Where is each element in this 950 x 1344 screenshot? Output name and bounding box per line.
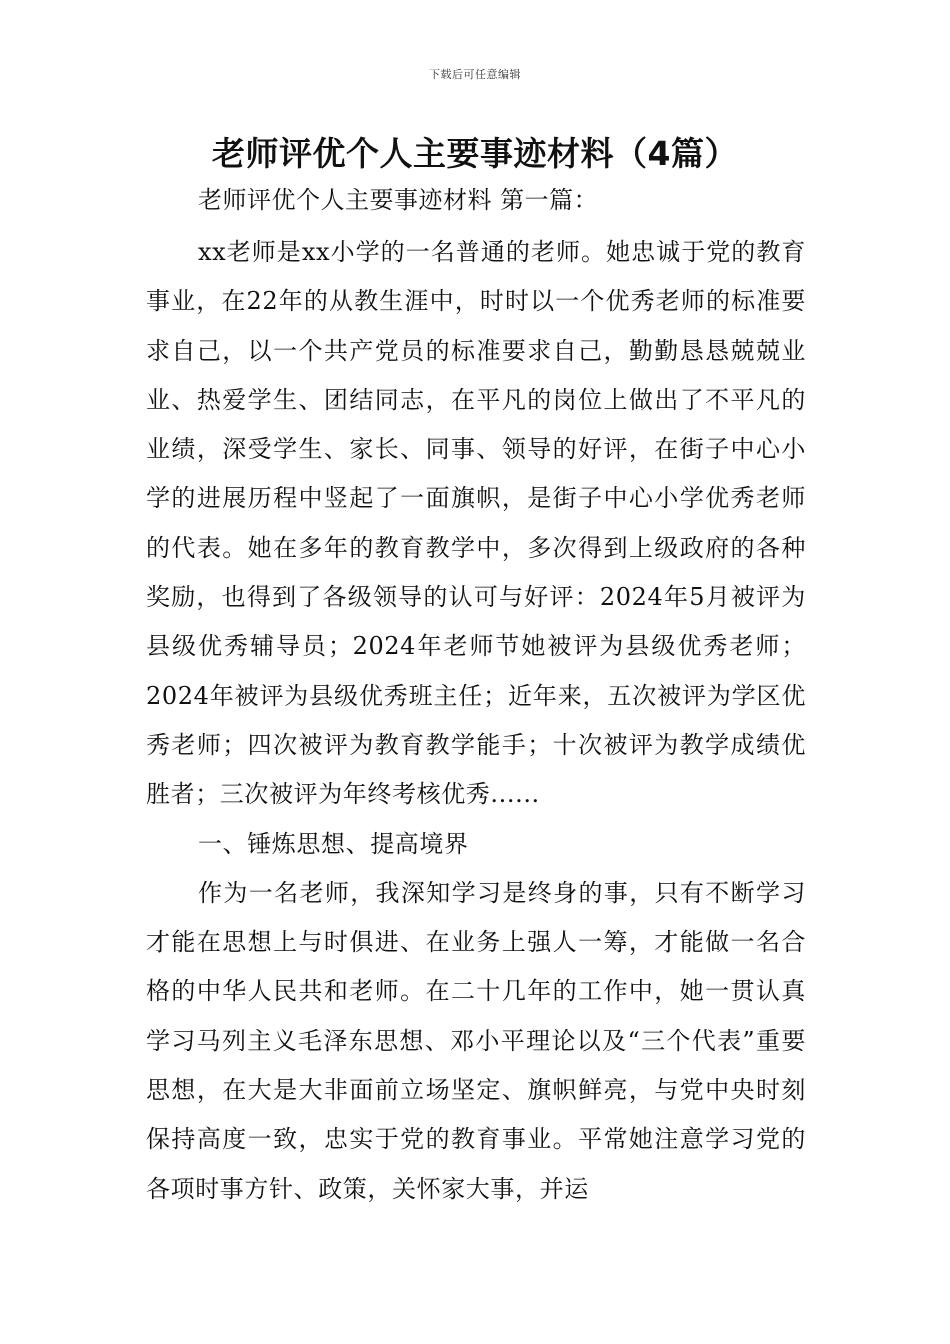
paragraph-section-1: 作为一名老师，我深知学习是终身的事，只有不断学习才能在思想上与时俱进、在业务上强人一筹，才能做一名合格的中华人民共和老师。在二十几年的工作中，她一贯认真学习马列主义毛泽东思想、邓小平理论以及“三个代表”重要思想，在大是大非面前立场坚定、旗帜鲜亮，与党中央时刻保持高度一致，忠实于党的教育事业。平常她注意学习党的各项时事方针、政策，关怀家大事，并运 — [146, 878, 806, 1203]
document-body — [146, 228, 806, 1214]
document-subtitle: 老师评优个人主要事迹材料 第一篇： — [198, 186, 599, 214]
header-note: 下载后可任意编辑 — [429, 68, 521, 81]
section-heading: 一、锤炼思想、提高境界 — [198, 829, 469, 858]
document-title: 老师评优个人主要事迹材料（4篇） — [212, 134, 738, 173]
paragraph-intro: xx老师是xx小学的一名普通的老师。她忠诚于党的教育事业，在22年的从教生涯中，时时以一个优秀老师的标准要求自己，以一个共产党员的标准要求自己，勤勤恳恳兢兢业业、热爱学生、团结同志，在平凡的岗位上做出了不平凡的业绩，深受学生、家长、同事、领导的好评，在街子中心小学的进展历程中竖起了一面旗帜，是街子中心小学优秀老师的代表。她在多年的教育教学中，多次得到上级政府的各种奖励，也得到了各级领导的认可与好评：2024年5月被评为县级优秀辅导员；2024年老师节她被评为县级优秀老师； 2024年被评为县级优秀班主任；近年来，五次被评为学区优秀老师；四次被评为教育教学能手；十次被评为教学成绩优胜者；三次被评为年终考核优秀...... — [146, 238, 806, 809]
